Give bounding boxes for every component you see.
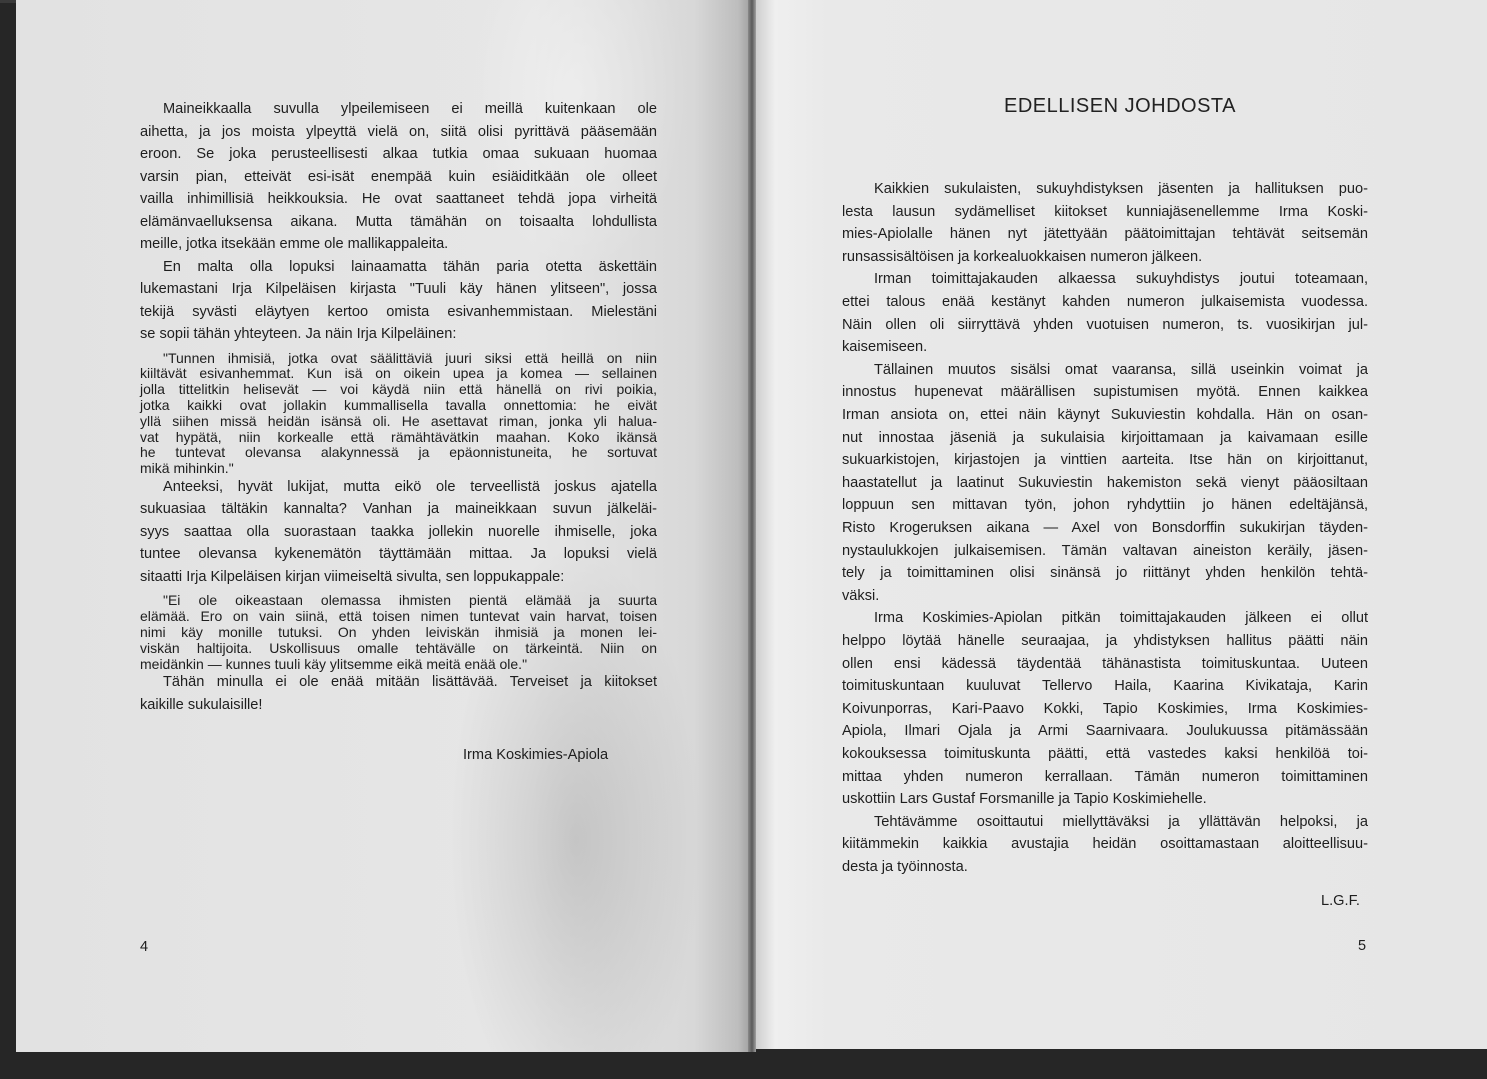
text-line: Koivunporras, Kari-Paavo Kokki, Tapio Koskimies, Irma Koskimies- (842, 700, 1368, 717)
book-gutter (748, 0, 756, 1052)
text-line: Irman ansiota on, ettei näin käynyt Sukuviestin kohdalla. Hän on osan- (842, 407, 1368, 423)
text-line: yllä siihen missä heidän isänsä oli. He asettavat riman, jonka yli halua- (140, 412, 657, 429)
text-line: aihetta, ja jos moista ylpeyttä vielä on, siitä olisi pyrittävä pääsemään (140, 123, 657, 140)
text-line: jotka kaikki ovat jollakin kummallisella tavalla onnettomia: he eivät (140, 396, 657, 413)
text-line: "Ei ole oikeastaan olemassa ihmisten pientä elämää ja suurta (163, 592, 657, 609)
text-line: sukuasiaa tältäkin kannalta? Vanhan ja maineikkaan suvun jälkeläi- (140, 501, 657, 518)
text-line: ollen ensi kädessä täydentää tähänastista toimituskuntaa. Uuteen (842, 655, 1368, 672)
text-line: tuntee olevansa kykenemätön täyttämään mittaa. Ja lopuksi vielä (140, 546, 657, 563)
text-line: elämää. Ero on vain siinä, että toisen nimen tuntevat vain harvat, toisen (140, 608, 657, 625)
text-line: vat hypätä, niin korkealle että rämähtävätkin maahan. Koko ikänsä (140, 428, 657, 445)
text-line: Irma Koskimies-Apiolan pitkän toimittajakauden jälkeen ei ollut (874, 610, 1368, 627)
text-line: sitaatti Irja Kilpeläisen kirjan viimeiseltä sivulta, sen loppukappale: (140, 568, 565, 585)
text-line: Tehtävämme osoittautui miellyttäväksi ja yllättävän helpoksi, ja (874, 813, 1368, 830)
text-line: Irman toimittajakauden alkaessa sukuyhdistys joutui toteamaan, (874, 271, 1368, 288)
text-line: nystaulukkojen julkaisemisen. Tämän valtavan aineiston keräily, jäsen- (842, 542, 1368, 559)
text-line: uskottiin Lars Gustaf Forsmanille ja Tapio Koskimiehelle. (842, 791, 1207, 808)
text-line: ettei talous enää kestänyt kahden numeron julkaisemista vuodessa. (842, 294, 1368, 310)
text-line: väksi. (842, 587, 880, 604)
text-line: meille, jotka itsekään emme ole mallikappaleita. (140, 236, 449, 252)
right-signature: L.G.F. (1321, 893, 1360, 909)
text-line: sukuarkistojen, kirjastojen ja vinttien aarteita. Itse hän on kirjoittanut, (842, 452, 1368, 469)
text-line: runsassisältöisen ja korkealuokkaisen numeron jälkeen. (842, 248, 1203, 265)
text-line: kokouksessa toimituskunta päätti, että vastedes kaksi henkilöä toi- (842, 746, 1368, 762)
text-line: Risto Krogeruksen aikana — Axel von Bonsdorffin sukukirjan täyden- (842, 520, 1368, 536)
text-line: Apiola, Ilmari Ojala ja Armi Saarnivaara. Joulukuussa pitämässään (842, 723, 1368, 740)
text-line: lesta lausun sydämelliset kiitokset kunniajäsenellemme Irma Koski- (842, 203, 1368, 220)
text-line: kaikille sukulaisille! (140, 696, 263, 713)
text-line: desta ja työinnosta. (842, 859, 968, 875)
text-line: kaisemiseen. (842, 339, 928, 356)
text-line: innostus hupenevat määrällisen supistumisen myötä. Ennen kaikkea (842, 384, 1368, 401)
text-line: kiitämmekin kaikkia avustajia heidän osoittamastaan aloitteellisuu- (842, 836, 1368, 853)
text-line: helppo löytää hänelle seuraajaa, ja yhdistyksen hallitus päätti näin (842, 633, 1368, 649)
right-page (753, 0, 1487, 1049)
text-line: vailla inhimillisiä heikkouksia. He ovat saattaneet tehdä jopa virheitä (140, 191, 657, 207)
text-line: Anteeksi, hyvät lukijat, mutta eikö ole terveellistä joskus ajatella (163, 478, 657, 495)
text-line: Näin ollen oli siirryttävä yhden vuotuisen numeron, ts. vuosikirjan jul- (842, 316, 1368, 333)
text-line: syys saattaa olla suorastaan taakka jollekin nuorelle ihmiselle, joka (140, 523, 657, 540)
text-line: mittaa yhden numeron kerrallaan. Tämän numeron toimittaminen (842, 768, 1368, 785)
text-line: mikä mihinkin." (140, 460, 234, 477)
text-line: mies-Apiolalle hänen nyt jätettyään päätoimittajan tehtävät seitsemän (842, 226, 1368, 243)
text-line: tekijä syvästi eläytyen kertoo omista esivanhemmistaan. Mielestäni (140, 303, 657, 320)
text-line: tely ja toimittaminen olisi sinänsä jo riittänyt yhden henkilön tehtä- (842, 565, 1368, 582)
left-page (16, 0, 753, 1052)
text-line: meidänkin — kunnes tuuli käy ylitsemme eikä meitä enää ole." (140, 655, 528, 672)
text-line: Maineikkaalla suvulla ylpeilemiseen ei meillä kuitenkaan ole (163, 101, 657, 117)
text-line: Kaikkien sukulaisten, sukuyhdistyksen jäsenten ja hallituksen puo- (874, 181, 1368, 197)
text-line: elämänvaelluksensa aikana. Mutta tämähän on toisaalta lohdullista (140, 213, 657, 230)
text-line: lukemastani Irja Kilpeläisen kirjasta "Tuuli käy hänen ylitseen", jossa (140, 281, 657, 297)
text-line: viskän haltijoita. Uskollisuus omalle tehtävälle on tärkeintä. Niin on (140, 639, 657, 656)
text-line: En malta olla lopuksi lainaamatta tähän paria otetta äskettäin (163, 258, 657, 275)
text-line: varsin pian, etteivät esi-isät enempää kuin esiäiditkään ole olleet (140, 168, 657, 185)
text-line: loppuun sen mittavan työn, johon ryhdyttiin jo hänen edeltäjänsä, (842, 497, 1368, 514)
page-number-left: 4 (140, 939, 149, 955)
text-line: nut innostaa jäseniä ja sukulaisia kirjoittamaan ja kaivamaan esille (842, 429, 1368, 446)
text-line: se sopii tähän yhteyteen. Ja näin Irja Kilpeläinen: (140, 326, 457, 342)
text-line: toimituskuntaan kuuluvat Tellervo Haila, Kaarina Kivikataja, Karin (842, 678, 1368, 695)
text-line: jolla tittelitkin helisevät — voi käydä niin että hänellä on rivi poikia, (140, 381, 657, 398)
page-number-right: 5 (1358, 938, 1367, 954)
text-line: Tähän minulla ei ole enää mitään lisättävää. Terveiset ja kiitokset (163, 674, 657, 691)
text-line: eroon. Se joka perusteellisesti alkaa tutkia omaa sukuaan huomaa (140, 146, 657, 162)
text-line: Tällainen muutos sisälsi omat vaaransa, sillä useinkin voimat ja (874, 361, 1368, 378)
text-line: nimi käy monille tutuksi. On yhden leiviskän ihmisiä ja monen lei- (140, 624, 657, 640)
article-title: EDELLISEN JOHDOSTA (1003, 95, 1237, 117)
text-line: "Tunnen ihmisiä, jotka ovat säälittäviä juuri siksi että heillä on niin (163, 349, 657, 366)
left-signature: Irma Koskimies-Apiola (463, 747, 609, 763)
text-line: he tuntevat olevansa alakynnessä ja epäonnistuneita, he sortuvat (140, 444, 657, 461)
text-line: kiiltävät esivanhemmat. Kun isä on oikein upea ja komea — sellainen (140, 365, 657, 382)
text-line: haastatellut ja laatinut Sukuviestin hakemiston sekä vienyt pääosiltaan (842, 474, 1368, 491)
